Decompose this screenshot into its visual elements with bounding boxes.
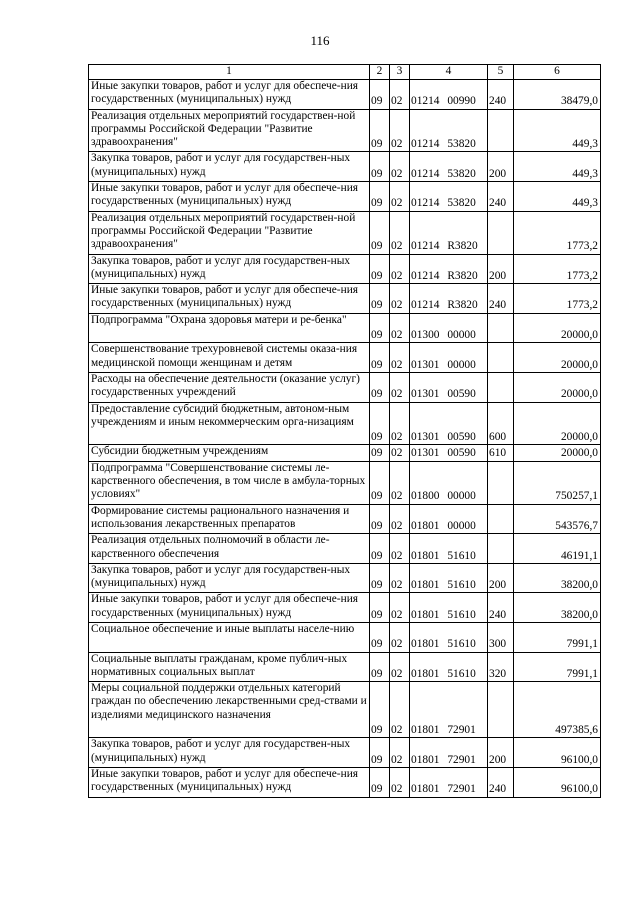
row-expense-type-cell: 200 bbox=[488, 254, 514, 284]
row-target-article-cell: 01300 00000 bbox=[410, 313, 488, 343]
row-name-cell: Формирование системы рационального назначения и использования лекарственных препаратов bbox=[89, 504, 370, 534]
table-row bbox=[89, 182, 601, 212]
row-amount-cell: 20000,0 bbox=[514, 343, 601, 373]
row-subsection-cell: 02 bbox=[390, 622, 410, 652]
row-target-article-cell: 01214 R3820 bbox=[410, 284, 488, 314]
row-amount-cell: 7991,1 bbox=[514, 622, 601, 652]
row-section-cell: 09 bbox=[370, 622, 390, 652]
row-subsection-cell: 02 bbox=[390, 254, 410, 284]
row-subsection-cell: 02 bbox=[390, 284, 410, 314]
row-section-cell: 09 bbox=[370, 682, 390, 738]
header-cell-6: 6 bbox=[514, 65, 601, 80]
row-subsection-cell: 02 bbox=[390, 563, 410, 593]
row-section-cell: 09 bbox=[370, 372, 390, 402]
row-subsection-cell: 02 bbox=[390, 767, 410, 797]
row-name-cell: Иные закупки товаров, работ и услуг для обеспече-ния государственных (муниципальных) нужд bbox=[89, 767, 370, 797]
row-target-article-cell: 01800 00000 bbox=[410, 461, 488, 504]
row-expense-type-cell: 240 bbox=[488, 284, 514, 314]
row-target-article-cell: 01214 R3820 bbox=[410, 211, 488, 254]
row-target-article-cell: 01214 53820 bbox=[410, 109, 488, 152]
row-subsection-cell: 02 bbox=[390, 445, 410, 461]
row-subsection-cell: 02 bbox=[390, 534, 410, 564]
row-expense-type-cell: 240 bbox=[488, 182, 514, 212]
row-amount-cell: 1773,2 bbox=[514, 254, 601, 284]
row-name-cell: Подпрограмма "Совершенствование системы ле-карственного обеспечения, в том числе в амбула-торных условиях" bbox=[89, 461, 370, 504]
row-name-cell: Иные закупки товаров, работ и услуг для обеспече-ния государственных (муниципальных) нужд bbox=[89, 284, 370, 314]
row-section-cell: 09 bbox=[370, 767, 390, 797]
row-target-article-cell: 01214 00990 bbox=[410, 80, 488, 110]
row-amount-cell: 1773,2 bbox=[514, 284, 601, 314]
row-amount-cell: 20000,0 bbox=[514, 402, 601, 445]
table-row bbox=[89, 152, 601, 182]
row-subsection-cell: 02 bbox=[390, 211, 410, 254]
row-section-cell: 09 bbox=[370, 284, 390, 314]
table-row bbox=[89, 284, 601, 314]
row-amount-cell: 449,3 bbox=[514, 182, 601, 212]
row-name-cell: Социальное обеспечение и иные выплаты населе-нию bbox=[89, 622, 370, 652]
row-expense-type-cell: 240 bbox=[488, 767, 514, 797]
row-subsection-cell: 02 bbox=[390, 461, 410, 504]
row-subsection-cell: 02 bbox=[390, 152, 410, 182]
row-section-cell: 09 bbox=[370, 109, 390, 152]
row-section-cell: 09 bbox=[370, 461, 390, 504]
row-name-cell: Реализация отдельных мероприятий государствен-ной программы Российской Федерации "Развитие здравоохранения" bbox=[89, 211, 370, 254]
row-subsection-cell: 02 bbox=[390, 504, 410, 534]
table-row bbox=[89, 211, 601, 254]
row-target-article-cell: 01801 51610 bbox=[410, 622, 488, 652]
header-cell-4: 4 bbox=[410, 65, 488, 80]
row-target-article-cell: 01214 53820 bbox=[410, 152, 488, 182]
table-row bbox=[89, 372, 601, 402]
row-name-cell: Иные закупки товаров, работ и услуг для обеспече-ния государственных (муниципальных) нужд bbox=[89, 182, 370, 212]
row-amount-cell: 1773,2 bbox=[514, 211, 601, 254]
table-row bbox=[89, 767, 601, 797]
row-amount-cell: 38200,0 bbox=[514, 563, 601, 593]
row-subsection-cell: 02 bbox=[390, 593, 410, 623]
row-amount-cell: 46191,1 bbox=[514, 534, 601, 564]
page-number: 116 bbox=[310, 33, 330, 48]
row-target-article-cell: 01301 00590 bbox=[410, 402, 488, 445]
row-target-article-cell: 01214 53820 bbox=[410, 182, 488, 212]
row-section-cell: 09 bbox=[370, 313, 390, 343]
row-subsection-cell: 02 bbox=[390, 652, 410, 682]
row-target-article-cell: 01301 00590 bbox=[410, 372, 488, 402]
table-row bbox=[89, 461, 601, 504]
header-cell-5: 5 bbox=[488, 65, 514, 80]
row-name-cell: Закупка товаров, работ и услуг для государствен-ных (муниципальных) нужд bbox=[89, 254, 370, 284]
header-row bbox=[89, 65, 601, 80]
row-name-cell: Реализация отдельных полномочий в области ле-карственного обеспечения bbox=[89, 534, 370, 564]
table-row bbox=[89, 622, 601, 652]
row-expense-type-cell: 610 bbox=[488, 445, 514, 461]
table-row bbox=[89, 254, 601, 284]
row-name-cell: Реализация отдельных мероприятий государствен-ной программы Российской Федерации "Развитие здравоохранения" bbox=[89, 109, 370, 152]
row-subsection-cell: 02 bbox=[390, 182, 410, 212]
row-name-cell: Иные закупки товаров, работ и услуг для обеспече-ния государственных (муниципальных) нужд bbox=[89, 80, 370, 110]
row-expense-type-cell bbox=[488, 682, 514, 738]
row-name-cell: Предоставление субсидий бюджетным, автоном-ным учреждениям и иным некоммерческим орга-низациям bbox=[89, 402, 370, 445]
row-subsection-cell: 02 bbox=[390, 343, 410, 373]
row-target-article-cell: 01801 51610 bbox=[410, 563, 488, 593]
row-section-cell: 09 bbox=[370, 504, 390, 534]
row-expense-type-cell bbox=[488, 534, 514, 564]
row-expense-type-cell: 600 bbox=[488, 402, 514, 445]
row-subsection-cell: 02 bbox=[390, 80, 410, 110]
row-amount-cell: 96100,0 bbox=[514, 738, 601, 768]
row-target-article-cell: 01801 51610 bbox=[410, 534, 488, 564]
row-target-article-cell: 01801 00000 bbox=[410, 504, 488, 534]
header-cell-3: 3 bbox=[390, 65, 410, 80]
row-section-cell: 09 bbox=[370, 593, 390, 623]
row-section-cell: 09 bbox=[370, 343, 390, 373]
row-amount-cell: 543576,7 bbox=[514, 504, 601, 534]
row-amount-cell: 449,3 bbox=[514, 109, 601, 152]
row-amount-cell: 497385,6 bbox=[514, 682, 601, 738]
row-target-article-cell: 01301 00000 bbox=[410, 343, 488, 373]
row-name-cell: Закупка товаров, работ и услуг для государствен-ных (муниципальных) нужд bbox=[89, 152, 370, 182]
row-expense-type-cell: 300 bbox=[488, 622, 514, 652]
row-expense-type-cell bbox=[488, 461, 514, 504]
row-amount-cell: 20000,0 bbox=[514, 372, 601, 402]
row-expense-type-cell bbox=[488, 372, 514, 402]
row-amount-cell: 20000,0 bbox=[514, 445, 601, 461]
row-section-cell: 09 bbox=[370, 738, 390, 768]
row-subsection-cell: 02 bbox=[390, 372, 410, 402]
row-target-article-cell: 01801 72901 bbox=[410, 767, 488, 797]
row-section-cell: 09 bbox=[370, 152, 390, 182]
row-amount-cell: 20000,0 bbox=[514, 313, 601, 343]
row-section-cell: 09 bbox=[370, 563, 390, 593]
row-target-article-cell: 01801 72901 bbox=[410, 738, 488, 768]
table-row bbox=[89, 682, 601, 738]
row-amount-cell: 750257,1 bbox=[514, 461, 601, 504]
row-section-cell: 09 bbox=[370, 445, 390, 461]
row-expense-type-cell: 200 bbox=[488, 563, 514, 593]
budget-table bbox=[88, 64, 601, 798]
row-name-cell: Иные закупки товаров, работ и услуг для обеспече-ния государственных (муниципальных) нужд bbox=[89, 593, 370, 623]
row-amount-cell: 38479,0 bbox=[514, 80, 601, 110]
table-row bbox=[89, 343, 601, 373]
row-name-cell: Меры социальной поддержки отдельных категорий граждан по обеспечению лекарственными сред-ствами и изделиями медицинского назначения bbox=[89, 682, 370, 738]
row-subsection-cell: 02 bbox=[390, 313, 410, 343]
row-expense-type-cell: 240 bbox=[488, 80, 514, 110]
row-section-cell: 09 bbox=[370, 402, 390, 445]
row-expense-type-cell: 320 bbox=[488, 652, 514, 682]
table-row bbox=[89, 109, 601, 152]
row-amount-cell: 7991,1 bbox=[514, 652, 601, 682]
row-expense-type-cell bbox=[488, 504, 514, 534]
row-name-cell: Субсидии бюджетным учреждениям bbox=[89, 445, 370, 461]
row-target-article-cell: 01801 51610 bbox=[410, 593, 488, 623]
row-expense-type-cell: 200 bbox=[488, 738, 514, 768]
row-section-cell: 09 bbox=[370, 182, 390, 212]
row-amount-cell: 38200,0 bbox=[514, 593, 601, 623]
row-amount-cell: 449,3 bbox=[514, 152, 601, 182]
row-subsection-cell: 02 bbox=[390, 738, 410, 768]
header-cell-1: 1 bbox=[89, 65, 370, 80]
table-row bbox=[89, 80, 601, 110]
table-row bbox=[89, 593, 601, 623]
table-row bbox=[89, 504, 601, 534]
row-name-cell: Закупка товаров, работ и услуг для государствен-ных (муниципальных) нужд bbox=[89, 563, 370, 593]
row-name-cell: Расходы на обеспечение деятельности (оказание услуг) государственных учреждений bbox=[89, 372, 370, 402]
row-target-article-cell: 01801 72901 bbox=[410, 682, 488, 738]
row-name-cell: Социальные выплаты гражданам, кроме публич-ных нормативных социальных выплат bbox=[89, 652, 370, 682]
row-expense-type-cell bbox=[488, 211, 514, 254]
row-section-cell: 09 bbox=[370, 80, 390, 110]
row-section-cell: 09 bbox=[370, 211, 390, 254]
table-row bbox=[89, 652, 601, 682]
row-name-cell: Закупка товаров, работ и услуг для государствен-ных (муниципальных) нужд bbox=[89, 738, 370, 768]
row-expense-type-cell bbox=[488, 109, 514, 152]
row-section-cell: 09 bbox=[370, 254, 390, 284]
row-name-cell: Подпрограмма "Охрана здоровья матери и ре-бенка" bbox=[89, 313, 370, 343]
row-section-cell: 09 bbox=[370, 534, 390, 564]
header-cell-2: 2 bbox=[370, 65, 390, 80]
row-amount-cell: 96100,0 bbox=[514, 767, 601, 797]
row-name-cell: Совершенствование трехуровневой системы оказа-ния медицинской помощи женщинам и детям bbox=[89, 343, 370, 373]
row-target-article-cell: 01301 00590 bbox=[410, 445, 488, 461]
table-row bbox=[89, 313, 601, 343]
row-target-article-cell: 01214 R3820 bbox=[410, 254, 488, 284]
row-target-article-cell: 01801 51610 bbox=[410, 652, 488, 682]
row-expense-type-cell: 200 bbox=[488, 152, 514, 182]
row-subsection-cell: 02 bbox=[390, 682, 410, 738]
row-expense-type-cell: 240 bbox=[488, 593, 514, 623]
row-subsection-cell: 02 bbox=[390, 109, 410, 152]
table-row bbox=[89, 563, 601, 593]
row-expense-type-cell bbox=[488, 313, 514, 343]
table-row bbox=[89, 402, 601, 445]
table-row bbox=[89, 738, 601, 768]
table-row bbox=[89, 534, 601, 564]
table-row bbox=[89, 445, 601, 461]
row-expense-type-cell bbox=[488, 343, 514, 373]
row-subsection-cell: 02 bbox=[390, 402, 410, 445]
row-section-cell: 09 bbox=[370, 652, 390, 682]
